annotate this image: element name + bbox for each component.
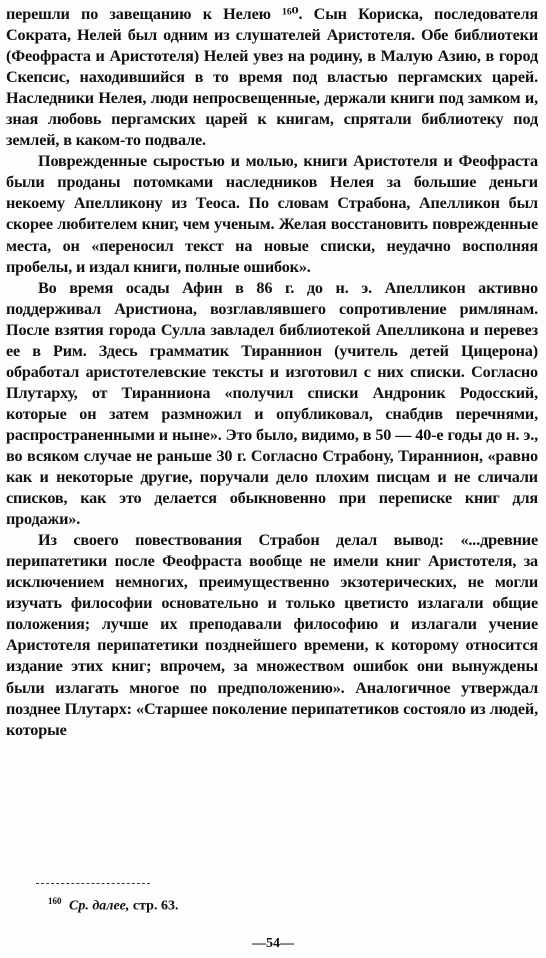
paragraph-4: Из своего повествования Страбон делал вывод: «...древние перипатетики после Феофраста вообще не имели книг Аристотеля, за исключением немногих, преимущественно экзотерических, не могли изучать философии основательно и только цветисто излагали общие положения; лучше их преподавали философию и излагали учение Аристотеля перипатетики позднейшего времени, к которому относится издание этих книг; впрочем, за множеством ошибок они вынуждены были излагать многое по предположению». Аналогичное утверждал позднее Плутарх: «Старшее поколение перипатетиков состояло из людей, которые (6, 531, 538, 739)
footnote-page: стр. 63. (132, 898, 179, 914)
paragraph-3: Во время осады Афин в 86 г. до н. э. Апелликон активно поддерживал Аристиона, возглавлявшего сопротивление римлянам. После взятия города Сулла завладел библиотекой Апелликона и перевез ее в Рим. Здесь грамматик Тираннион (учитель детей Цицерона) обработал аристотелевские тексты и изготовил с них списки. Согласно Плутарху, от Тиранниона «получил списки Андроник Родосский, которые он затем размножил и опубликовал, снабдив перечнями, распространенными и ныне». Это было, видимо, в 50 — 40-е годы до н. э., во всяком случае не раньше 30 г. Согласно Страбону, Тираннион, «равно как и некоторые другие, поручали дело плохим писцам и не сличали списков, как это делается обыкновенно при переписке книг для продажи». (6, 278, 538, 529)
paragraph-1: перешли по завещанию к Нелею ¹⁶⁰. Сын Кориска, последователя Сократа, Нелей был одним из слушателей Аристотеля. Обе библиотеки (Феофраста и Аристотеля) Нелей увез на родину, в Малую Азию, в город Скепсис, находившийся в то время под властью пергамских царей. Наследники Нелея, люди непросвещенные, держали книги под замком и, зная любовь пергамских царей к книгам, спрятали библиотеку под землей, в каком-то подвале. (6, 5, 538, 150)
footnote-mark: 160 (48, 896, 62, 906)
footnote-ref: Ср. далее, (69, 898, 130, 914)
footnote (48, 896, 178, 915)
footnote-divider (36, 883, 150, 884)
paragraph-2: Поврежденные сыростью и молью, книги Аристотеля и Феофраста были проданы потомками наследников Нелея за большие деньги некоему Апелликону из Теоса. По словам Страбона, Апелликон был скорее любителем книг, чем ученым. Желая восстановить поврежденные места, он «переносил текст на новые списки, неудачно восполняя пробелы, и издал книги, полные ошибок». (6, 152, 538, 276)
page-number: —54— (252, 936, 294, 951)
body-text (6, 4, 538, 741)
